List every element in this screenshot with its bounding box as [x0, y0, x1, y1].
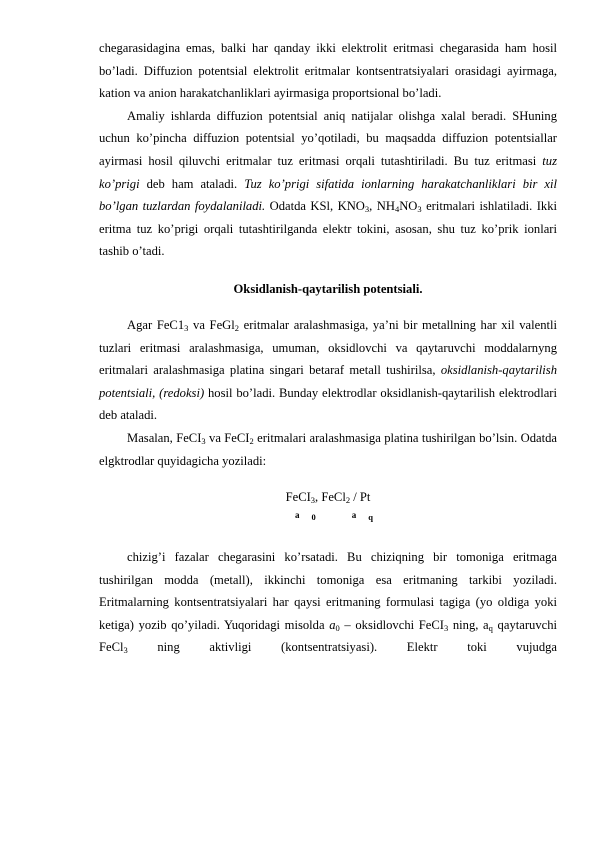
activity-label-oxidizer: a $_0$	[295, 510, 316, 523]
paragraph-diffusion-potential: Amaliy ishlarda diffuzion potentsial aniq natijalar olishga xalal beradi. SHuning uchun ko’pincha diffuzion potentsial yo’qotiladi, bu maqsadda diffuzion potentsiallar ayirmasi hosil qiluvchi eritmalar tuz eritmasi orqali tutashtiriladi. Bu tuz eritmasi tuz ko’prigi deb ham ataladi. Tuz ko’prigi sifatida ionlarning harakatchanliklari bir xil bo’lgan tuzlardan foydalaniladi. Odatda KSl, $KNO_3$, $NH_4NO_3$ eritmalari ishlatiladi. Ikki eritma tuz ko’prigi orqali tutashtirilganda elektr tokini, asosan, shu tuz ko’prik ionlari tashib o’tadi.	[99, 108, 558, 259]
formula-activity-labels	[99, 508, 557, 522]
section-heading: Oksidlanish-qaytarilish potentsiali.	[233, 281, 423, 296]
paragraph-phase-boundary: chizig’i fazalar chegarasini ko’rsatadi. Bu chiziqning bir tomoniga eritmaga tushirilgan modda (metall), ikkinchi tomoniga esa eritmaning tarkibi yoziladi. Eritmalarning kontsentratsiyalari har qaysi eritmaning formulasi tagiga (yo oldiga yoki ketiga) yozib qo’yiladi. Yuqoridagi misolda $a_0$ – oksidlovchi FeCI$_3$ ning, $a_q$ qaytaruvchi FeCl$_3$ ning aktivligi (kontsentratsiyasi). Elektr toki vujudga	[99, 550, 558, 656]
italic-term-salt-bridge: tuz ko’prigi	[99, 153, 557, 191]
activity-label-reducer: a $_q$	[351, 510, 373, 523]
document-page	[99, 37, 557, 682]
electrode-formula: FeCI$_3$, FeCl$_2$ / Pt	[285, 490, 371, 506]
paragraph-redox-intro: Agar $FeC1_3$ va FeGl$_2$ eritmalar aralashmasiga, ya’ni bir metallning har xil valentli tuzlari eritmasi aralashmasiga, umuman, oksidlovchi va qaytaruvchi moddalarnyng eritmalari aralashmasiga platina singari betaraf metall tushirilsa, oksidlanish-qaytarilish potentsiali, (redoksi) hosil bo’ladi. Bunday elektrodlar oksidlanish-qaytarilish elektrodlari deb ataladi.	[99, 317, 557, 423]
italic-definition-salt-bridge: Tuz ko’prigi sifatida ionlarning harakatchanliklari bir xil bo’lgan tuzlardan foydalaniladi.	[99, 176, 557, 214]
italic-term-redox: oksidlanish-qaytarilish potentsiali, (redoksi)	[99, 363, 557, 400]
paragraph-continuation: chegarasidagina emas, balki har qanday ikki elektrolit eritmasi chegarasida ham hosil bo’ladi. Diffuzion potentsial elektrolit eritmalar kontsentratsiyalari orasidagi ayirmaga, kation va anion harakatchanliklari ayirmasiga proportsional bo’ladi.	[99, 41, 557, 101]
paragraph-example: Masalan, FeCI$_3$ va FeCI$_2$ eritmalari aralashmasiga platina tushirilgan bo’lsin. Odatda elgktrodlar quyidagicha yoziladi:	[99, 430, 557, 468]
